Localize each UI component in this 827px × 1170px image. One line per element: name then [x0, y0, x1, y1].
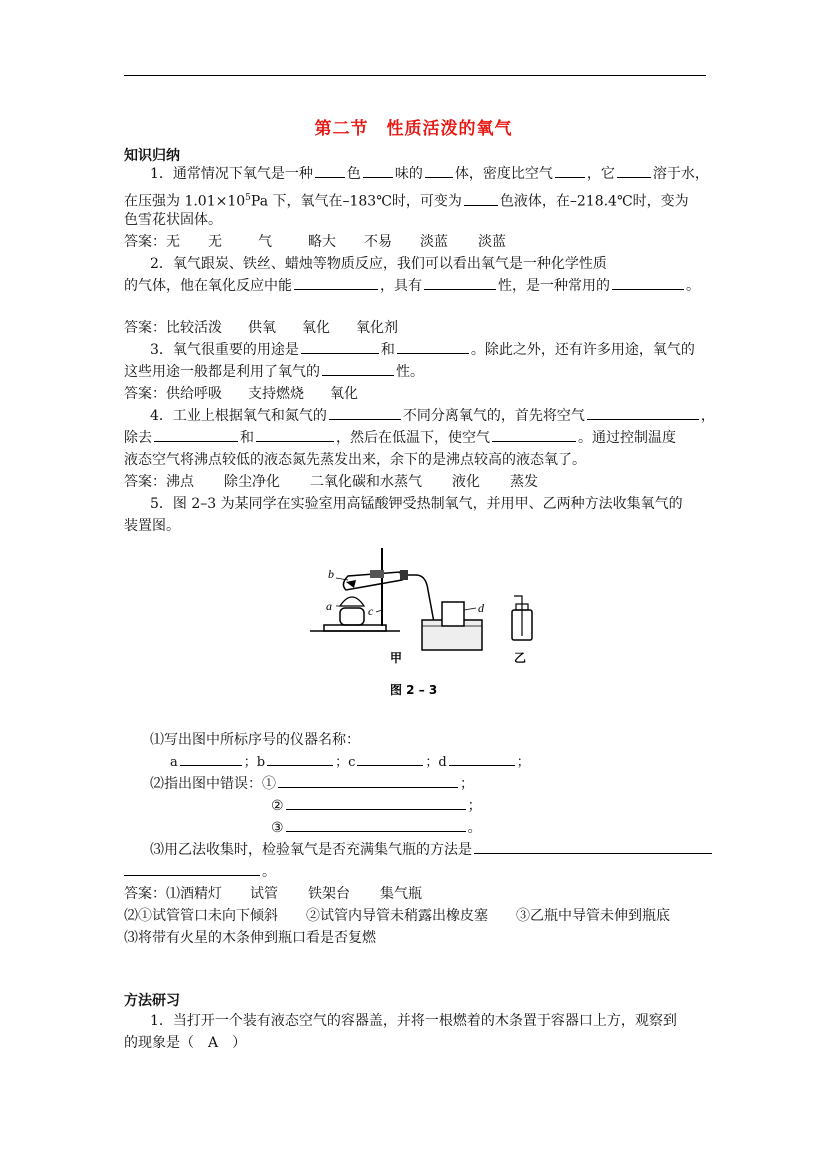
q4-line2: 除去 和 ，然后在低温下，使空气 。通过控制温度	[124, 427, 676, 449]
blank	[424, 275, 496, 290]
figure-caption: 图 2 – 3	[390, 683, 438, 697]
blank	[256, 427, 334, 442]
blank	[555, 163, 585, 178]
blank	[449, 751, 515, 766]
q5-answer-1: 答案：⑴酒精灯 试管 铁架台 集气瓶	[124, 886, 422, 902]
blank	[612, 275, 684, 290]
blank	[124, 861, 260, 876]
m1-line2: 的现象是（ A ）	[124, 1035, 247, 1051]
blank	[329, 405, 401, 420]
q5-part1-items: a ；b ；c ；d ；	[170, 751, 530, 774]
blank	[397, 339, 469, 354]
blank	[294, 275, 378, 290]
q1-line3: 色雪花状固体。	[124, 212, 222, 228]
fig-label-c: c	[368, 604, 374, 618]
blank	[492, 427, 576, 442]
q2-answer: 答案：比较活泼 供氧 氧化 氧化剂	[124, 320, 398, 336]
q5-line1: 5．图 2–3 为某同学在实验室用高锰酸钾受热制氧气，并用甲、乙两种方法收集氧气的	[150, 496, 683, 512]
section-heading-methods: 方法研习	[124, 993, 180, 1009]
blank	[154, 427, 238, 442]
blank	[474, 839, 712, 854]
blank	[425, 163, 453, 178]
q2-line1: 2．氧气跟炭、铁丝、蜡烛等物质反应，我们可以看出氧气是一种化学性质	[150, 256, 607, 272]
fig-label-d: d	[478, 601, 484, 615]
stopper	[400, 570, 408, 580]
q5-answer-3: ⑶将带有火星的木条伸到瓶口看是否复燃	[124, 930, 376, 946]
blank	[322, 361, 394, 376]
q4-line3: 液态空气将沸点较低的液态氮先蒸发出来，余下的是沸点较高的液态氧了。	[124, 452, 586, 468]
blank	[464, 191, 498, 206]
q2-line2: 的气体，他在氧化反应中能 ，具有 性，是一种常用的 。	[124, 275, 700, 297]
q5-part3-line1: ⑶用乙法收集时，检验氧气是否充满集气瓶的方法是	[150, 839, 714, 861]
blank	[315, 163, 345, 178]
fig-label-jia: 甲	[390, 651, 403, 665]
q4-line1: 4．工业上根据氧气和氮气的 不同分离氧气的，首先将空气 ，	[150, 405, 715, 427]
blank	[617, 163, 651, 178]
q1-line1: 1．通常情况下氧气是一种 色 味的 体，密度比空气 ，它 溶于水，	[150, 163, 709, 185]
q3-line1: 3．氧气很重要的用途是 和 。除此之外，还有许多用途，氧气的	[150, 339, 695, 361]
blank	[301, 339, 379, 354]
blank	[278, 773, 458, 788]
tube-yi	[514, 596, 522, 636]
page-title: 第二节 性质活泼的氧气	[314, 119, 513, 139]
flame	[340, 597, 364, 606]
q3-line2: 这些用途一般都是利用了氧气的 性。	[124, 361, 424, 383]
section-heading-knowledge: 知识归纳	[124, 148, 180, 164]
gas-bottle	[442, 602, 464, 626]
q5-part2-line3: ③ 。	[271, 817, 482, 839]
q1-line2: 在压强为 $1.01\times 10^5Pa$ 下，氧气在–183℃时，可变为 色液体，在–218.4℃时，变为	[124, 187, 689, 213]
stand-base	[324, 625, 386, 631]
clamp	[370, 570, 384, 578]
q1-answer: 答案：无 无 气 略大 不易 淡蓝 淡蓝	[124, 234, 506, 250]
q5-part1: ⑴写出图中所标序号的仪器名称：	[150, 732, 360, 748]
blank	[267, 751, 333, 766]
blank	[363, 163, 393, 178]
apparatus-figure	[310, 540, 570, 700]
q4-answer: 答案：沸点 除尘净化 二氧化碳和水蒸气 液化 蒸发	[124, 474, 538, 490]
fig-label-b: b	[328, 567, 334, 581]
m1-line1: 1．当打开一个装有液态空气的容器盖，并将一根燃着的木条置于容器口上方，观察到	[150, 1013, 677, 1029]
q5-part2-line2: ② ；	[271, 795, 482, 817]
q5-part2-line1: ⑵指出图中错误：① ；	[150, 773, 474, 795]
header-rule	[124, 75, 706, 76]
q5-answer-2: ⑵①试管管口未向下倾斜 ②试管内导管未稍露出橡皮塞 ③乙瓶中导管未伸到瓶底	[124, 908, 670, 924]
q5-line2: 装置图。	[124, 518, 180, 534]
fig-label-yi: 乙	[514, 651, 527, 665]
blank	[587, 405, 699, 420]
blank	[180, 751, 242, 766]
alcohol-lamp	[340, 608, 364, 625]
q3-answer: 答案：供给呼吸 支持燃烧 氧化	[124, 386, 358, 402]
blank	[286, 795, 466, 810]
blank	[357, 751, 423, 766]
blank	[286, 817, 466, 832]
fig-label-a: a	[326, 599, 332, 613]
q5-part3-line2: 。	[124, 861, 276, 883]
